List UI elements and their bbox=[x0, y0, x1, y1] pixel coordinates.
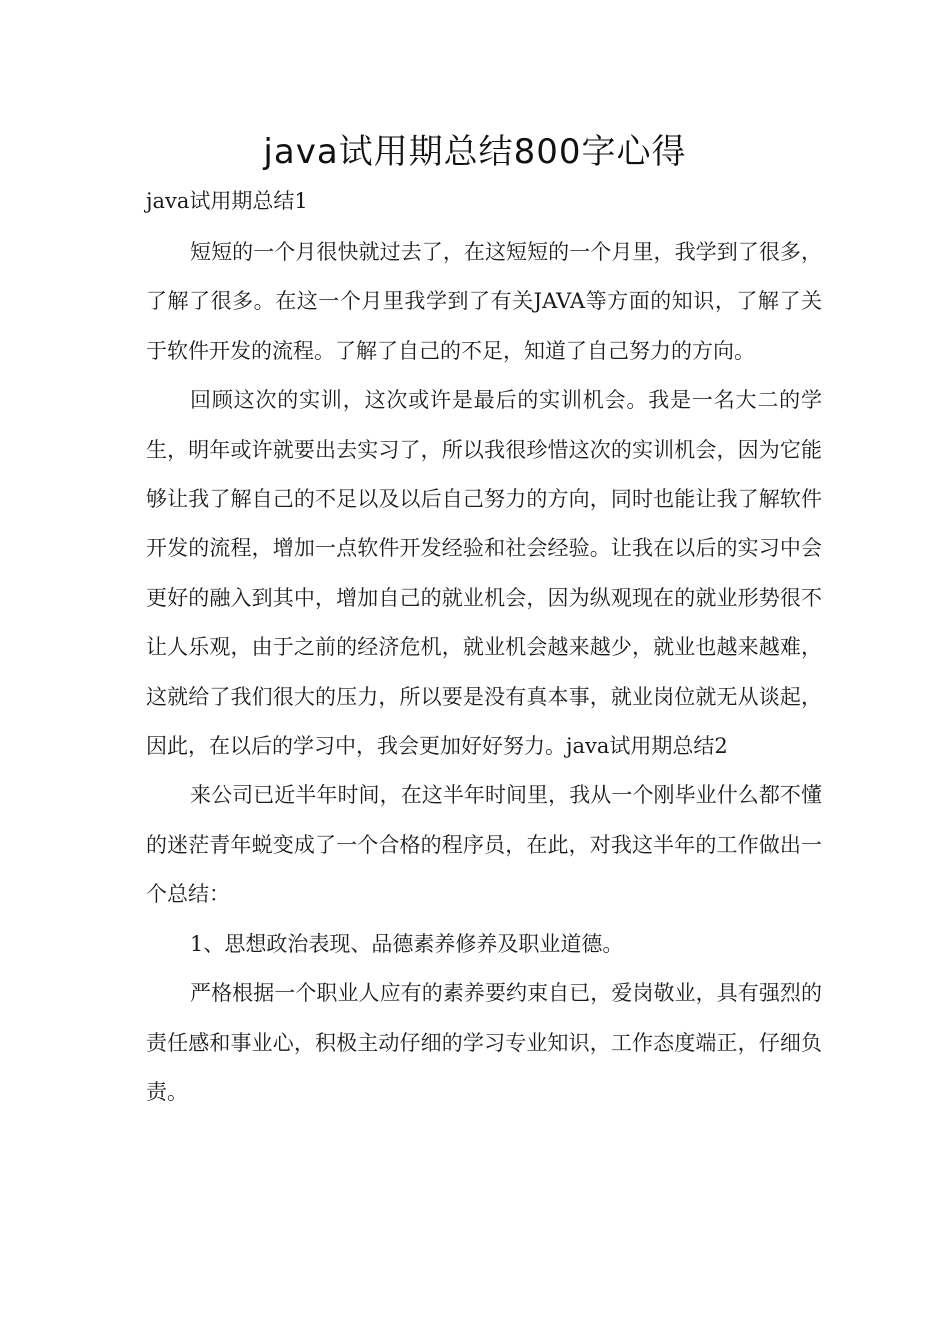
paragraph: 严格根据一个职业人应有的素养要约束自已，爱岗敬业，具有强烈的责任感和事业心，积极主动仔细的学习专业知识，工作态度端正，仔细负责。 bbox=[146, 981, 822, 1104]
document-body bbox=[146, 184, 822, 1117]
document-title: java试用期总结800字心得 bbox=[263, 132, 687, 172]
paragraph: 来公司已近半年时间，在这半年时间里，我从一个刚毕业什么都不懂的迷茫青年蜕变成了一个合格的程序员，在此，对我这半年的工作做出一个总结： bbox=[146, 783, 822, 907]
paragraph: 回顾这次的实训，这次或许是最后的实训机会。我是一名大二的学生，明年或许就要出去实习了，所以我很珍惜这次的实训机会，因为它能够让我了解自己的不足以及以后自己努力的方向，同时也能让我了解软件开发的流程，增加一点软件开发经验和社会经验。让我在以后的实习中会更好的融入到其中，增加自己的就业机会，因为纵观现在的就业形势很不让人乐观，由于之前的经济危机，就业机会越来越少，就业也越来越难，这就给了我们很大的压力，所以要是没有真本事，就业岗位就无从谈起，因此，在以后的学习中，我会更加好好努力。java试用期总结2 bbox=[146, 388, 822, 759]
paragraph: 短短的一个月很快就过去了，在这短短的一个月里，我学到了很多，了解了很多。在这一个月里我学到了有关JAVA等方面的知识，了解了关于软件开发的流程。了解了自己的不足，知道了自己努力的方向。 bbox=[146, 240, 822, 363]
section-heading: java试用期总结1 bbox=[146, 189, 308, 213]
paragraph: 1、思想政治表现、品德素养修养及职业道德。 bbox=[190, 931, 624, 956]
